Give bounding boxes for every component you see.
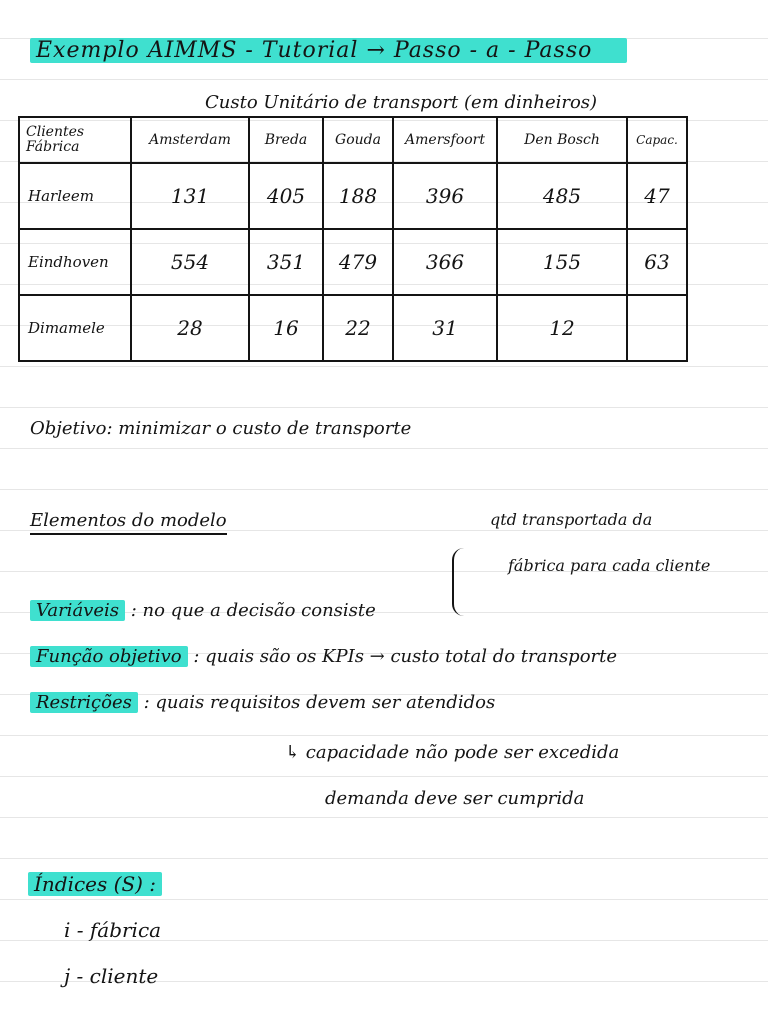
- corner-cell: [19, 117, 131, 163]
- row-label: Dimamele: [19, 295, 131, 361]
- table-cell: 485: [497, 163, 627, 229]
- table-cell: 479: [323, 229, 393, 295]
- variables-text: : no que a decisão consiste: [130, 600, 376, 621]
- constraints-text: : quais requisitos devem ser atendidos: [143, 692, 496, 713]
- cost-table: [18, 116, 688, 362]
- table-cell: 63: [627, 229, 687, 295]
- table-cell: 405: [249, 163, 323, 229]
- objective-note: Objetivo: minimizar o custo de transporte: [30, 418, 412, 439]
- brace-mark: [452, 548, 468, 616]
- corner-top-label: Clientes: [26, 124, 85, 140]
- page-title: [30, 38, 627, 63]
- variables-line: [30, 600, 376, 621]
- table-cell: 155: [497, 229, 627, 295]
- column-header: Gouda: [323, 117, 393, 163]
- row-label: Eindhoven: [19, 229, 131, 295]
- table-cell: 351: [249, 229, 323, 295]
- objective-function-label: Função objetivo: [30, 646, 188, 667]
- table-header-row: [19, 117, 687, 163]
- elements-heading: Elementos do modelo: [30, 510, 227, 535]
- table-cell: 131: [131, 163, 249, 229]
- constraints-line: [30, 692, 495, 713]
- table-cell: 12: [497, 295, 627, 361]
- table-cell: 554: [131, 229, 249, 295]
- table-cell: 396: [393, 163, 497, 229]
- table-row: [19, 229, 687, 295]
- corner-bottom-label: Fábrica: [26, 139, 80, 155]
- objective-function-line: [30, 646, 617, 667]
- index-item: j - cliente: [64, 964, 159, 988]
- table-cell: 31: [393, 295, 497, 361]
- objective-function-text: : quais são os KPIs → custo total do transporte: [193, 646, 618, 667]
- table-cell: 16: [249, 295, 323, 361]
- column-header: Amersfoort: [393, 117, 497, 163]
- row-label: Harleem: [19, 163, 131, 229]
- table-cell: 22: [323, 295, 393, 361]
- table-row: [19, 163, 687, 229]
- column-header-capacity: Capac.: [627, 117, 687, 163]
- table-cell: [627, 295, 687, 361]
- indices-label: Índices (S) :: [28, 872, 162, 896]
- indices-line: [28, 872, 162, 896]
- title-highlight: Exemplo AIMMS - Tutorial → Passo - a - Passo: [30, 38, 627, 63]
- index-item: i - fábrica: [64, 918, 162, 942]
- variables-label: Variáveis: [30, 600, 125, 621]
- constraints-label: Restrições: [30, 692, 138, 713]
- table-cell: 366: [393, 229, 497, 295]
- constraint-item: ↳ capacidade não pode ser excedida: [285, 742, 620, 763]
- table-cell: 28: [131, 295, 249, 361]
- table-cell: 47: [627, 163, 687, 229]
- side-note-line: fábrica para cada cliente: [508, 556, 711, 575]
- column-header: Den Bosch: [497, 117, 627, 163]
- table-caption: Custo Unitário de transport (em dinheiros): [205, 92, 598, 113]
- section-heading: [30, 510, 227, 531]
- side-note-line: qtd transportada da: [490, 510, 653, 529]
- table-cell: 188: [323, 163, 393, 229]
- column-header: Amsterdam: [131, 117, 249, 163]
- column-header: Breda: [249, 117, 323, 163]
- table-row: [19, 295, 687, 361]
- constraint-item: demanda deve ser cumprida: [325, 788, 585, 809]
